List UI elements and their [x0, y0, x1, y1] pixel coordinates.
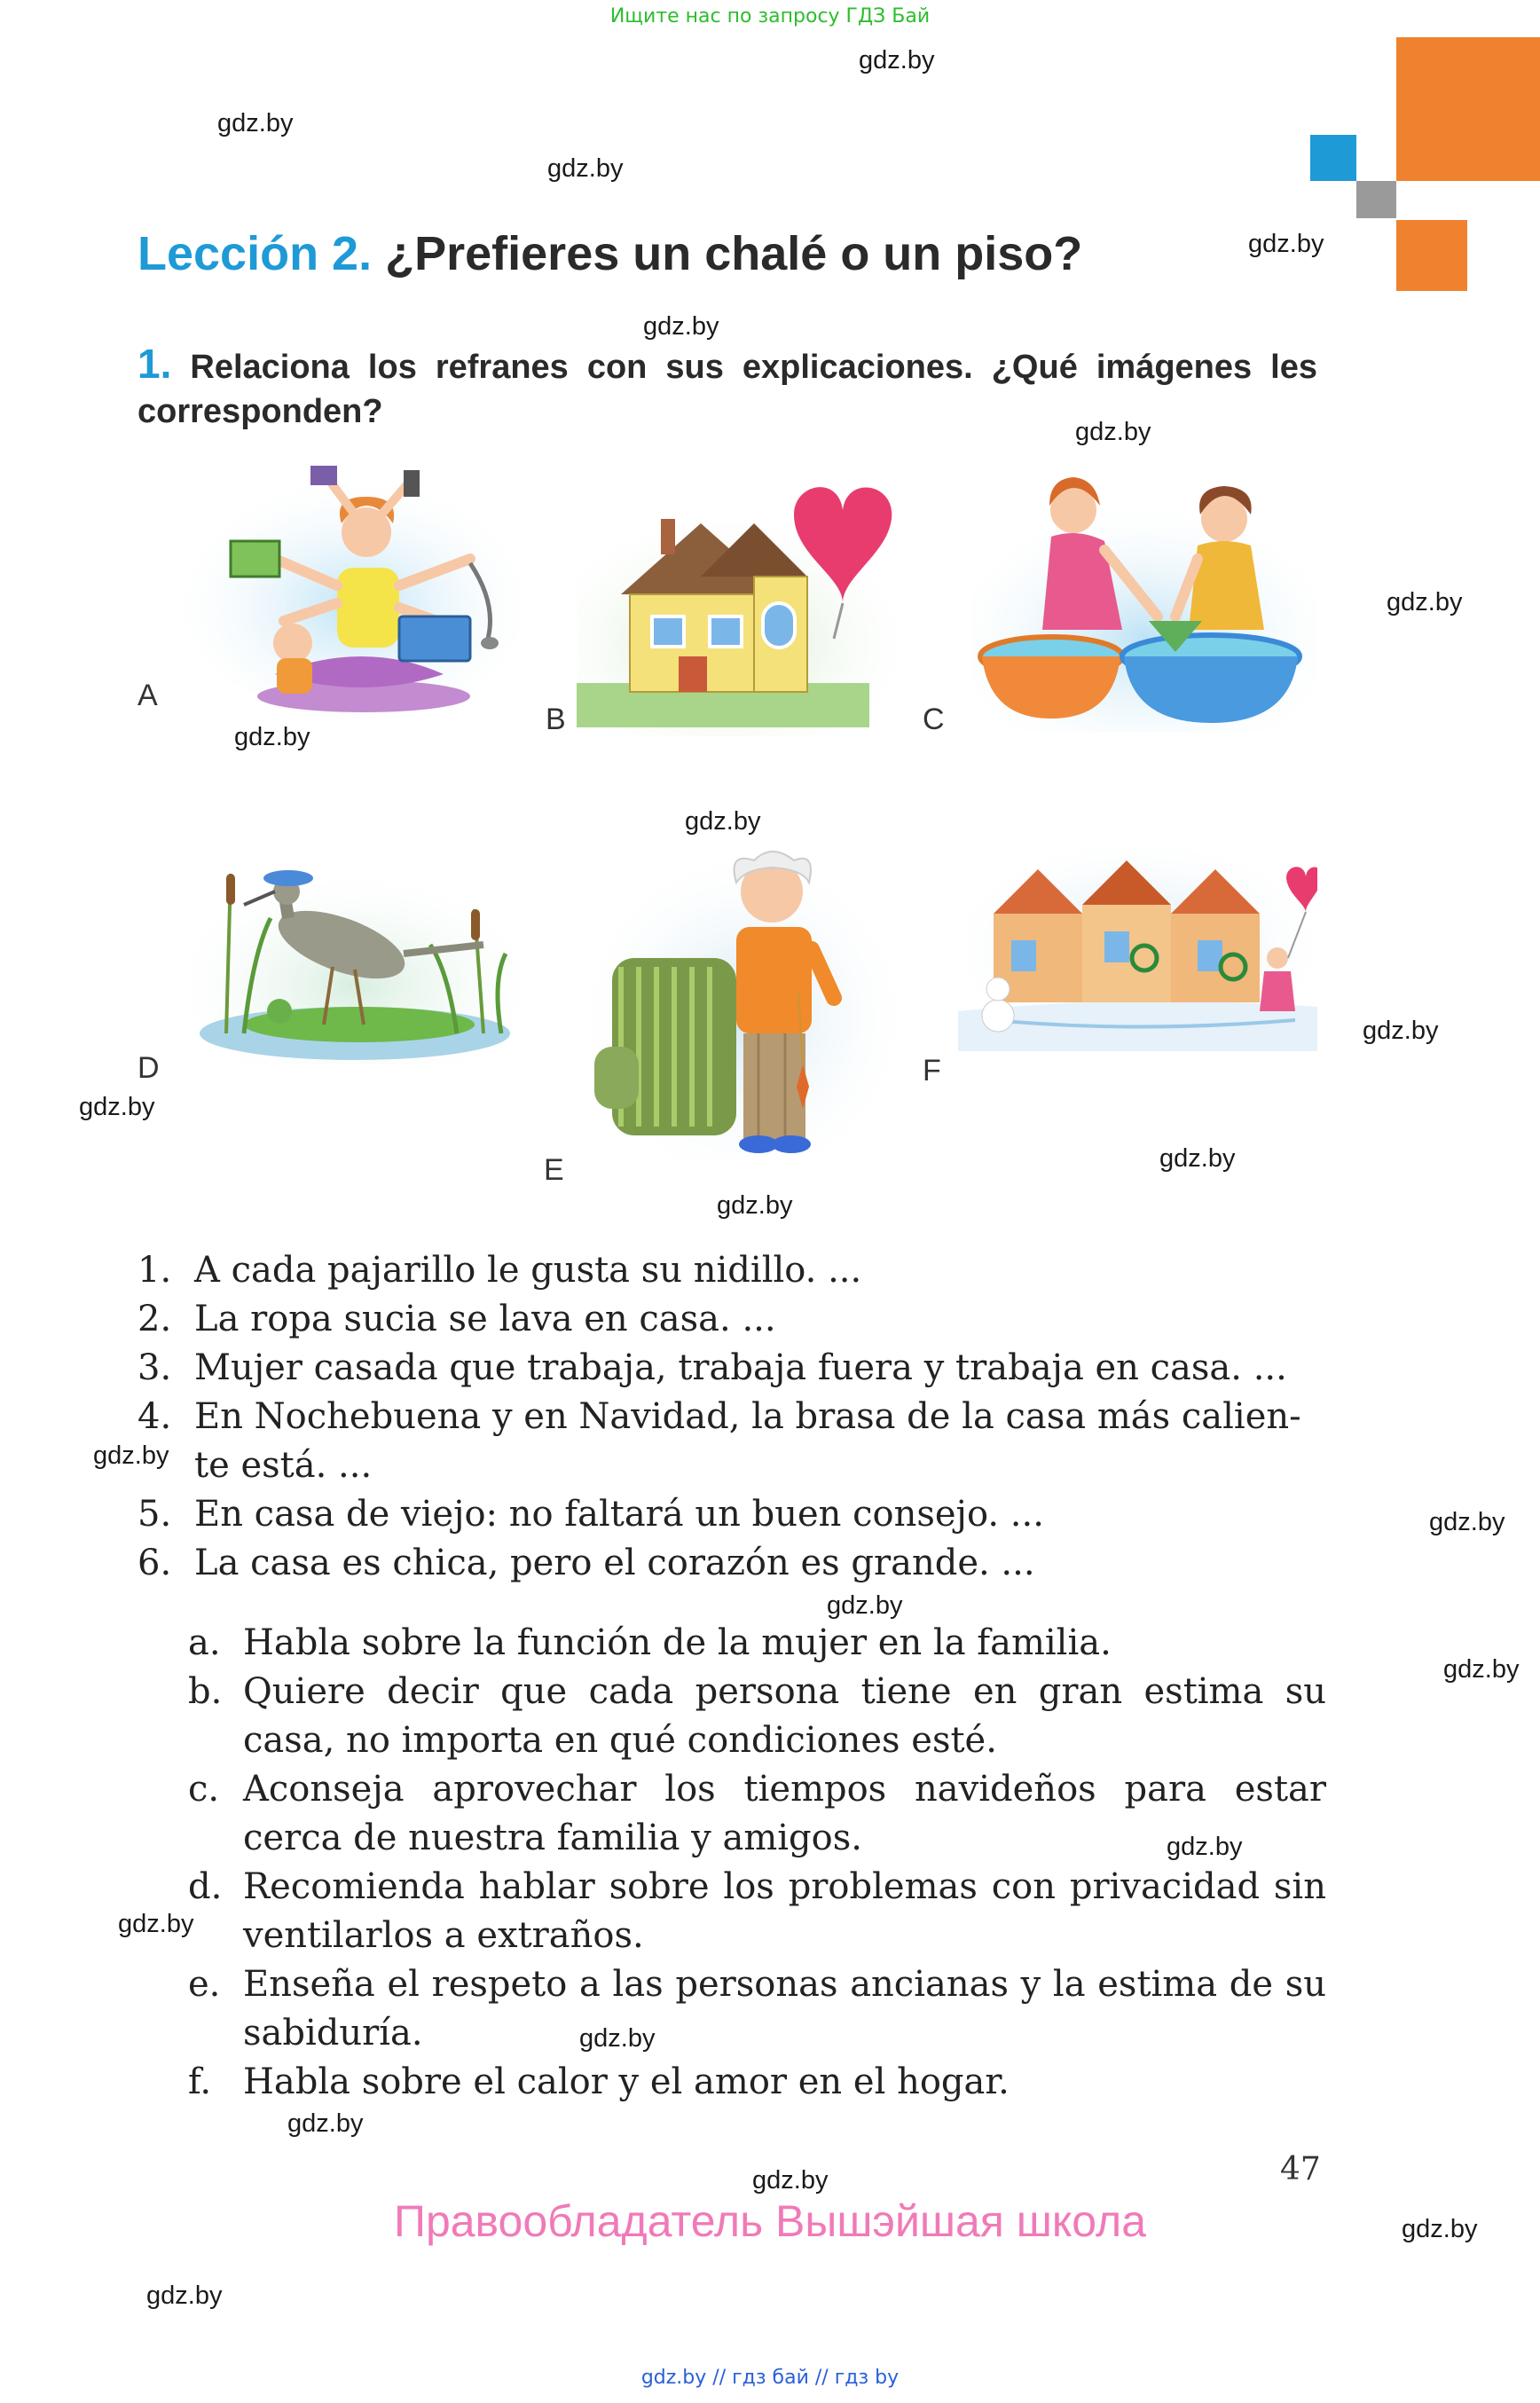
explanation-text: Habla sobre la función de la mujer en la familia.: [243, 1622, 1112, 1663]
old-man-armchair-icon: [585, 843, 900, 1162]
winter-houses-icon: [958, 843, 1317, 1051]
watermark: gdz.by: [1167, 1833, 1243, 1861]
watermark: gdz.by: [118, 1910, 194, 1938]
explanation-item: [188, 1619, 1326, 1668]
explanation-item: [188, 1863, 1326, 1960]
explanation-letter: e.: [188, 1964, 221, 2005]
proverb-item: [138, 1295, 1326, 1344]
watermark: gdz.by: [234, 723, 310, 751]
explanation-text: Enseña el respeto a las personas ancianas y la estima de su sabiduría.: [243, 1964, 1326, 2054]
proverb-number: 2.: [138, 1299, 172, 1339]
image-label-b: B: [546, 703, 566, 736]
explanation-letter: a.: [188, 1622, 221, 1663]
image-label-c: C: [923, 703, 945, 736]
watermark: gdz.by: [579, 2024, 656, 2053]
proverb-number: 6.: [138, 1543, 172, 1583]
proverb-text: En casa de viejo: no faltará un buen consejo. ...: [194, 1494, 1044, 1535]
watermark: gdz.by: [717, 1191, 793, 1220]
watermark: gdz.by: [859, 46, 935, 75]
proverb-text: La ropa sucia se lava en casa. ...: [194, 1299, 776, 1339]
page-number: 47: [1280, 2151, 1321, 2187]
decor-orange-large: [1396, 37, 1540, 181]
proverb-number: 5.: [138, 1494, 172, 1535]
proverb-text: En Nochebuena y en Navidad, la brasa de la casa más calien-te está. ...: [194, 1396, 1301, 1486]
multitasking-mother-icon: [177, 461, 532, 719]
bird-in-marsh-icon: [191, 865, 519, 1064]
watermark: gdz.by: [79, 1093, 155, 1121]
watermark: gdz.by: [547, 154, 624, 183]
lesson-label: Lección 2.: [138, 227, 373, 280]
image-label-e: E: [544, 1153, 564, 1187]
explanation-letter: c.: [188, 1769, 220, 1810]
proverb-item: [138, 1246, 1326, 1295]
explanation-text: Recomienda hablar sobre los problemas con privacidad sin ventilarlos a extraños.: [243, 1866, 1326, 1956]
watermark: gdz.by: [643, 312, 719, 341]
watermark: gdz.by: [752, 2166, 829, 2195]
watermark: gdz.by: [217, 109, 294, 137]
proverb-text: La casa es chica, pero el corazón es grande. ...: [194, 1543, 1035, 1583]
explanation-text: Aconseja aprovechar los tiempos navideños para estar cerca de nuestra familia y amigos.: [243, 1769, 1326, 1858]
footer-links[interactable]: gdz.by // гдз бай // гдз by: [640, 2367, 900, 2389]
watermark: gdz.by: [1159, 1144, 1236, 1173]
proverb-number: 1.: [138, 1250, 172, 1291]
explanation-letter: d.: [188, 1866, 223, 1907]
explanation-item: [188, 2058, 1326, 2107]
proverbs-list: [138, 1246, 1326, 1588]
proverb-number: 3.: [138, 1347, 172, 1388]
lesson-title: [138, 226, 1082, 281]
lesson-question: ¿Prefieres un chalé o un piso?: [385, 227, 1083, 280]
watermark: gdz.by: [1387, 588, 1463, 616]
proverb-number: 4.: [138, 1396, 172, 1437]
explanation-item: [188, 1765, 1326, 1863]
explanation-letter: f.: [188, 2061, 212, 2102]
decor-blue-square: [1310, 135, 1356, 181]
explanations-list: [188, 1619, 1326, 2107]
watermark: gdz.by: [1363, 1017, 1439, 1045]
watermark: gdz.by: [287, 2109, 364, 2138]
top-banner[interactable]: Ищите нас по запросу ГДЗ Бай: [609, 5, 931, 27]
watermark: gdz.by: [827, 1591, 903, 1620]
explanation-text: Habla sobre el calor y el amor en el hogar.: [243, 2061, 1010, 2102]
decor-orange-small: [1396, 220, 1467, 291]
watermark: gdz.by: [685, 807, 761, 836]
proverb-text: Mujer casada que trabaja, trabaja fuera y trabaja en casa. ...: [194, 1347, 1287, 1388]
proverb-item: [138, 1393, 1326, 1490]
watermark: gdz.by: [1443, 1655, 1520, 1684]
house-heart-icon: [577, 470, 905, 736]
watermark: gdz.by: [93, 1441, 169, 1470]
task-text: Relaciona los refranes con sus explicaciones. ¿Qué imágenes les corresponden?: [138, 349, 1317, 430]
image-label-d: D: [138, 1051, 160, 1085]
explanation-text: Quiere decir que cada persona tiene en gran estima su casa, no importa en qué condiciones esté.: [243, 1671, 1326, 1761]
watermark: gdz.by: [1248, 230, 1324, 258]
explanation-letter: b.: [188, 1671, 223, 1712]
image-label-f: F: [923, 1054, 941, 1088]
task-instruction: [138, 342, 1317, 434]
women-washing-clothes-icon: [971, 461, 1317, 732]
explanation-item: [188, 1960, 1326, 2058]
explanation-item: [188, 1668, 1326, 1765]
proverb-item: [138, 1490, 1326, 1539]
watermark: gdz.by: [146, 2281, 223, 2310]
watermark: gdz.by: [1402, 2215, 1478, 2243]
decor-gray-square: [1356, 181, 1396, 218]
proverb-item: [138, 1344, 1326, 1393]
proverb-item: [138, 1539, 1326, 1588]
watermark: gdz.by: [1075, 418, 1151, 446]
proverb-text: A cada pajarillo le gusta su nidillo. ...: [194, 1250, 862, 1291]
rights-holder: Правообладатель Вышэйшая школа: [394, 2196, 1146, 2246]
task-number: 1.: [138, 341, 172, 387]
watermark: gdz.by: [1429, 1508, 1505, 1536]
image-label-a: A: [138, 679, 158, 712]
